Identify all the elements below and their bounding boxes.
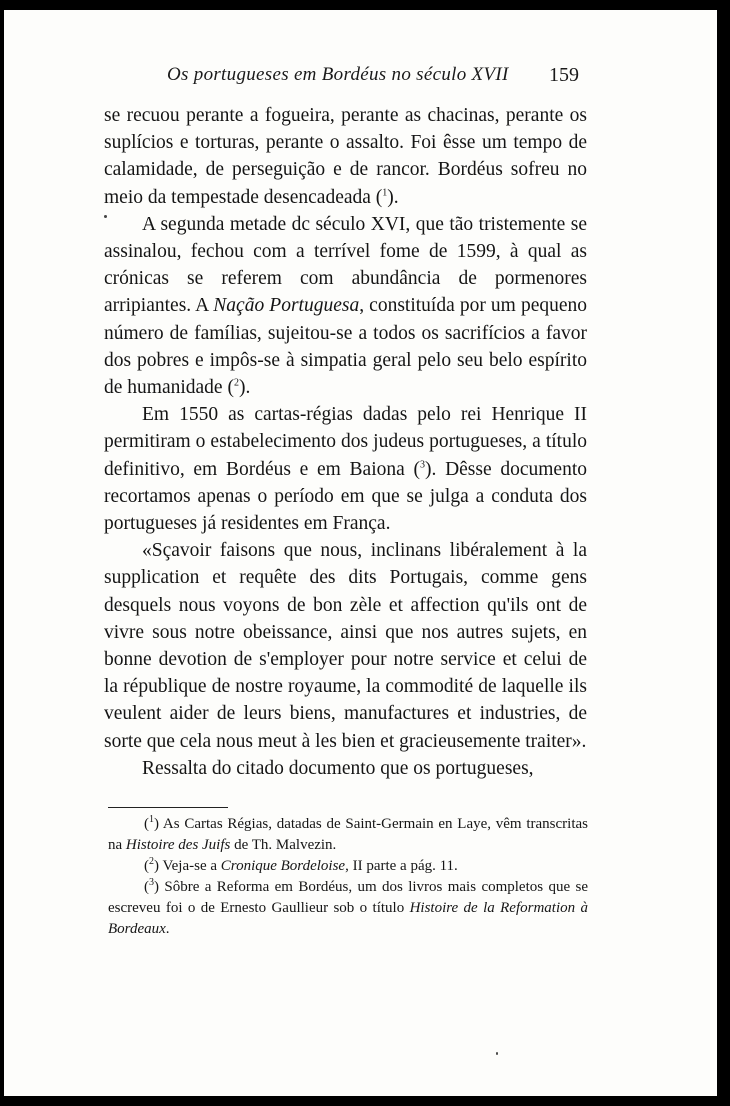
main-text bbox=[104, 102, 587, 782]
book-page bbox=[4, 10, 717, 1096]
paragraph-3: Em 1550 as cartas-régias dadas pelo rei Henrique II permitiram o estabelecimento dos judeus portugueses, a título definitivo, em Bordéus e em Baiona ($^3$). Dêsse documento recortamos apenas o período em que se julga a conduta dos portugueses já residentes em França. bbox=[104, 404, 587, 535]
paragraph-1: se recuou perante a fogueira, perante as chacinas, perante os suplícios e torturas, perante o assalto. Foi êsse um tempo de calamidade, de perseguição e de rancor. Bordéus sofreu no meio da tempestade desencadeada ($^1$). bbox=[104, 105, 587, 208]
paragraph-2: A segunda metade dc século XVI, que tão tristemente se assinalou, fechou com a terrível fome de 1599, à qual as crónicas se referem com abundância de pormenores arripiantes. A Nação Portuguesa, constituída por um pequeno número de famílias, sujeitou-se a todos os sacrifícios a favor dos pobres e impôs-se à simpatia geral pelo seu belo espírito de humanidade ($^2$). bbox=[104, 213, 588, 399]
paper-speck bbox=[104, 215, 107, 218]
running-title: Os portugueses em Bordéus no século XVII bbox=[167, 64, 509, 85]
paper-speck bbox=[496, 1052, 498, 1055]
footnote-ref-3: 3 bbox=[419, 459, 425, 471]
footnote-divider bbox=[108, 807, 228, 808]
paragraph-quote: «Sçavoir faisons que nous, inclinans libéralement à la supplication et requête des dits Portugais, comme gens desquels nous voyons de bon zèle et affection qu'ils ont de vivre sous notre obeissance, ainsi que nos autres sujets, en bonne devotion de s'employer pour notre service et celui de la république de nostre royaume, la commodité de laquelle ils veulent aider de leurs biens, manufactures et industries, de sorte que cela nous meut à les bien et gracieusemente traiter». bbox=[104, 540, 587, 752]
footnotes bbox=[108, 814, 588, 940]
emphasis-nacao-portuguesa: Nação Portuguesa bbox=[213, 295, 360, 317]
paragraph-5: Ressalta do citado documento que os portugueses, bbox=[142, 757, 534, 779]
footnote-2: ($^2$) Veja-se a Cronique Bordeloise, II parte a pág. 11. bbox=[144, 856, 458, 874]
page-number: 159 bbox=[549, 64, 579, 86]
page-header bbox=[4, 64, 717, 94]
footnote-ref-1: 1 bbox=[382, 187, 388, 199]
footnote-ref-2: 2 bbox=[233, 377, 239, 389]
footnote-3: ($^3$) Sôbre a Reforma em Bordéus, um dos livros mais completos que se escreveu foi o de Ernesto Gaullieur sob o título Histoire de la Reformation à Bordeaux. bbox=[108, 877, 588, 937]
footnote-1: ($^1$) As Cartas Régias, datadas de Saint-Germain en Laye, vêm transcritas na Histoire des Juifs de Th. Malvezin. bbox=[108, 814, 588, 853]
